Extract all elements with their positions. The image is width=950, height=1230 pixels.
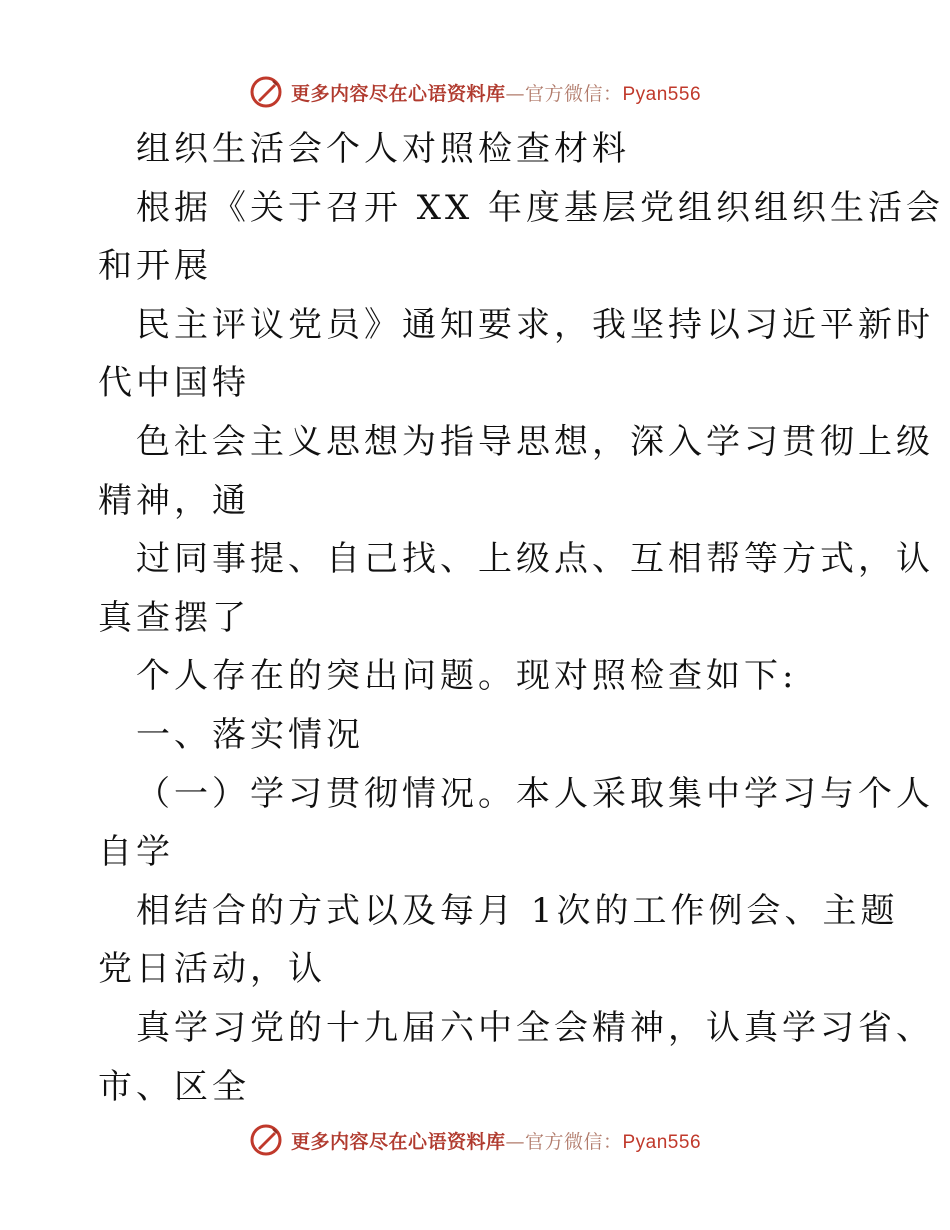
quill-pen-logo-icon bbox=[249, 1123, 283, 1157]
doc-line: 个人存在的突出问题。现对照检查如下: bbox=[136, 656, 798, 697]
doc-line: 党日活动，认 bbox=[98, 949, 326, 990]
doc-line: 真查摆了 bbox=[98, 597, 250, 638]
doc-line: 市、区全 bbox=[98, 1066, 250, 1107]
footer-watermark bbox=[0, 1120, 950, 1160]
doc-line: 组织生活会个人对照检查材料 bbox=[136, 129, 630, 169]
doc-line: 色社会主义思想为指导思想，深入学习贯彻上级 bbox=[136, 421, 934, 462]
watermark-text: 更多内容尽在心语资料库—官方微信：Pyan556 bbox=[290, 82, 702, 105]
doc-line: 民主评议党员》通知要求，我坚持以习近平新时 bbox=[136, 304, 934, 345]
watermark-text: 更多内容尽在心语资料库—官方微信：Pyan556 bbox=[290, 1130, 702, 1153]
doc-line: 根据《关于召开 XX 年度基层党组织组织生活会 bbox=[136, 187, 945, 228]
doc-line: （一）学习贯彻情况。本人采取集中学习与个人 bbox=[136, 773, 934, 814]
doc-line: 自学 bbox=[98, 832, 174, 873]
quill-pen-logo-icon bbox=[249, 75, 283, 109]
doc-line: 真学习党的十九届六中全会精神，认真学习省、 bbox=[136, 1007, 934, 1048]
header-watermark bbox=[0, 72, 950, 112]
doc-line: 和开展 bbox=[98, 246, 212, 287]
doc-line: 一、落实情况 bbox=[136, 714, 364, 755]
doc-line: 代中国特 bbox=[98, 363, 250, 404]
doc-line: 过同事提、自己找、上级点、互相帮等方式，认 bbox=[136, 539, 934, 580]
doc-line: 精神，通 bbox=[98, 480, 250, 521]
doc-line: 相结合的方式以及每月 1次的工作例会、主题 bbox=[136, 890, 899, 931]
document-body bbox=[98, 120, 945, 1116]
